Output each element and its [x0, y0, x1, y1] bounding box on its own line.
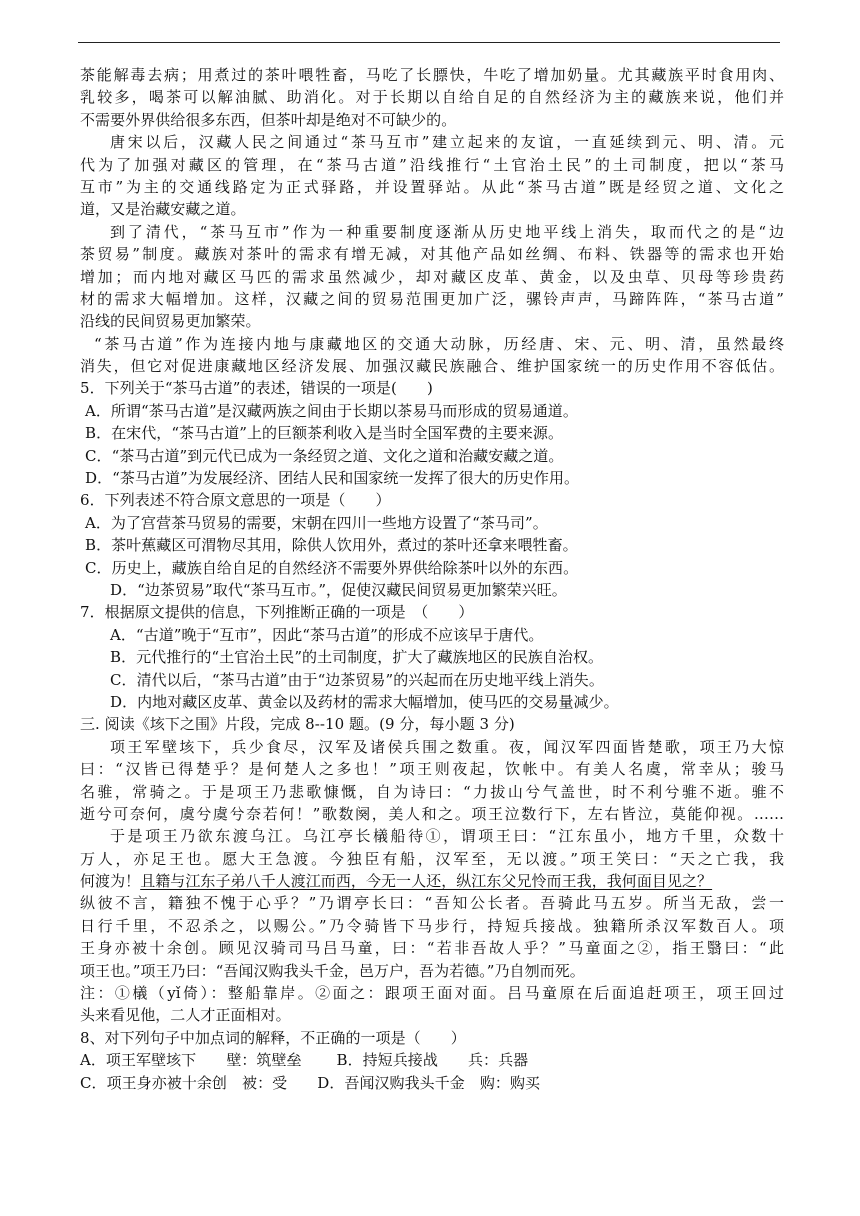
passage-text: 何渡为！ — [80, 872, 141, 891]
question-6-stem: 6．下列表述不符合原文意思的一项是（ ） — [80, 491, 391, 510]
question-7-option-b: B．元代推行的“土官治土民”的土司制度，扩大了藏族地区的民族自治权。 — [110, 648, 604, 667]
footnote-line: 注：①檥（yǐ倚）：整船靠岸。②面之：跟项王面对面。吕马童原在后面追赶项王，项王回过 — [80, 984, 784, 1003]
passage-line: 万人，亦足王也。愿大王急渡。今独臣有船，汉军至，无以渡。”项王笑曰：“天之亡我，我 — [80, 849, 784, 868]
passage-line: 茶能解毒去病；用煮过的茶叶喂牲畜，马吃了长膘快，牛吃了增加奶量。尤其藏族平时食用肉、 — [80, 66, 784, 84]
question-6-option-d: D．“边茶贸易”取代“茶马互市。”，促使汉藏民间贸易更加繁荣兴旺。 — [110, 580, 567, 599]
passage-line: 代为了加强对藏区的管理，在“茶马古道”沿线推行“土官治土民”的土司制度，把以“茶马 — [80, 155, 784, 174]
question-8-options-row-1: A．项王军壁垓下 壁：筑壁垒 B．持短兵接战 兵：兵器 — [80, 1051, 529, 1070]
footnote-line: 头来看见他，二人才正面相对。 — [80, 1006, 291, 1025]
passage-line: 沿线的民间贸易更加繁荣。 — [80, 312, 261, 331]
passage-line: 茶贸易”制度。藏族对茶叶的需求有增无减，对其他产品如丝绸、布料、铁器等的需求也开始 — [80, 245, 784, 264]
passage-line: 乳较多，喝茶可以解油腻、助消化。对于长期以自给自足的自然经济为主的藏族来说，他们并 — [80, 88, 784, 107]
document-body — [80, 64, 784, 1094]
passage-line: 增加；而内地对藏区马匹的需求虽然减少，却对藏区皮革、黄金，以及虫草、贝母等珍贵药 — [80, 267, 784, 286]
passage-line: 名骓，常骑之。于是项王乃悲歌慷慨，自为诗曰：“力拔山兮气盖世，时不利兮骓不逝。骓不 — [80, 782, 784, 801]
passage-line: 项王军壁垓下，兵少食尽，汉军及诸侯兵围之数重。夜，闻汉军四面皆楚歌，项王乃大惊 — [110, 737, 784, 756]
question-5-option-a: A．所谓“茶马古道”是汉藏两族之间由于长期以茶易马而形成的贸易通道。 — [85, 401, 578, 420]
question-7-option-c: C．清代以后，“茶马古道”由于“边茶贸易”的兴起而在历史地平线上消失。 — [110, 670, 604, 689]
question-6-option-c: C．历史上，藏族自给自足的自然经济不需要外界供给除茶叶以外的东西。 — [85, 558, 579, 577]
passage-line: 消失，但它对促进康藏地区经济发展、加强汉藏民族融合、维护国家统一的历史作用不容低估。 — [80, 357, 784, 376]
question-6-option-b: B．茶叶蕉藏区可渭物尽其用，除供人饮用外，煮过的茶叶还拿来喂牲畜。 — [85, 536, 578, 555]
passage-line: 互市”为主的交通线路定为正式驿路，并设置驿站。从此“茶马古道”既是经贸之道、文化之 — [80, 177, 784, 196]
passage-line: 材的需求大幅增加。这样，汉藏之间的贸易范围更加广泛，骡铃声声，马蹄阵阵，“茶马古道” — [80, 289, 784, 308]
passage-line: 纵彼不言，籍独不愧于心乎？”乃谓亭长曰：“吾知公长者。吾骑此马五岁。所当无敌，尝一 — [80, 894, 784, 913]
underlined-sentence: 且籍与江东子弟八千人渡江而西，今无一人还，纵江东父兄怜而王我，我何面目见之？ — [140, 872, 713, 891]
passage-line: 王身亦被十余创。顾见汉骑司马吕马童，曰：“若非吾故人乎？”马童面之②，指王翳曰：“此 — [80, 939, 784, 958]
passage-line: 道，又是治藏安藏之道。 — [80, 200, 246, 219]
section-3-heading: 三. 阅读《垓下之围》片段，完成 8--10 题。(9 分，每小题 3 分) — [80, 715, 515, 734]
question-7-stem: 7．根据原文提供的信息，下列推断正确的一项是 （ ） — [80, 603, 474, 622]
passage-line: 唐宋以后，汉藏人民之间通过“茶马互市”建立起来的友谊，一直延续到元、明、清。元 — [110, 133, 784, 152]
passage-line: 不需要外界供给很多东西，但茶叶却是绝对不可缺少的。 — [80, 110, 457, 129]
passage-line: 逝兮可奈何，虞兮虞兮奈若何！”歌数阕，美人和之。项王泣数行下，左右皆泣，莫能仰视。…… — [80, 804, 784, 823]
question-5-option-b: B．在宋代，“茶马古道”上的巨额茶利收入是当时全国军费的主要来源。 — [85, 424, 564, 443]
question-5-option-c: C．“茶马古道”到元代已成为一条经贸之道、文化之道和治藏安藏之道。 — [85, 446, 564, 465]
passage-line: 项王也。”项王乃曰：“吾闻汉购我头千金，邑万户，吾为若德。”乃自刎而死。 — [80, 961, 585, 980]
passage-line: 日行千里，不忍杀之，以赐公。”乃令骑皆下马步行，持短兵接战。独籍所杀汉军数百人。项 — [80, 916, 784, 935]
passage-line: 曰：“汉皆已得楚乎？是何楚人之多也！”项王则夜起，饮帐中。有美人名虞，常幸从；骏马 — [80, 760, 784, 779]
question-6-option-a: A．为了宫营茶马贸易的需要，宋朝在四川一些地方设置了“茶马司”。 — [85, 513, 548, 532]
passage-line-underlined — [80, 870, 784, 892]
passage-line: 于是项王乃欲东渡乌江。乌江亭长檥船待①，谓项王曰：“江东虽小，地方千里，众数十 — [110, 827, 784, 846]
question-5-stem: 5．下列关于“茶马古道”的表述，错误的一项是( ) — [80, 379, 433, 398]
question-8-stem: 8、对下列句子中加点词的解释，不正确的一项是（ ） — [80, 1028, 466, 1047]
header-rule — [78, 42, 780, 43]
question-8-options-row-2: C．项王身亦被十余创 被：受 D．吾闻汉购我头千金 购：购买 — [80, 1073, 541, 1092]
question-5-option-d: D．“茶马古道”为发展经济、团结人民和国家统一发挥了很大的历史作用。 — [85, 469, 580, 488]
passage-line: 到了清代，“茶马互市”作为一种重要制度逐渐从历史地平线上消失，取而代之的是“边 — [110, 222, 784, 241]
passage-line: “茶马古道”作为连接内地与康藏地区的交通大动脉，历经唐、宋、元、明、清，虽然最终 — [94, 334, 784, 353]
question-7-option-d: D．内地对藏区皮革、黄金以及药材的需求大幅增加，使马匹的交易量减少。 — [110, 692, 619, 711]
question-7-option-a: A．“古道”晚于“互市”，因此“茶马古道”的形成不应该早于唐代。 — [110, 625, 544, 644]
